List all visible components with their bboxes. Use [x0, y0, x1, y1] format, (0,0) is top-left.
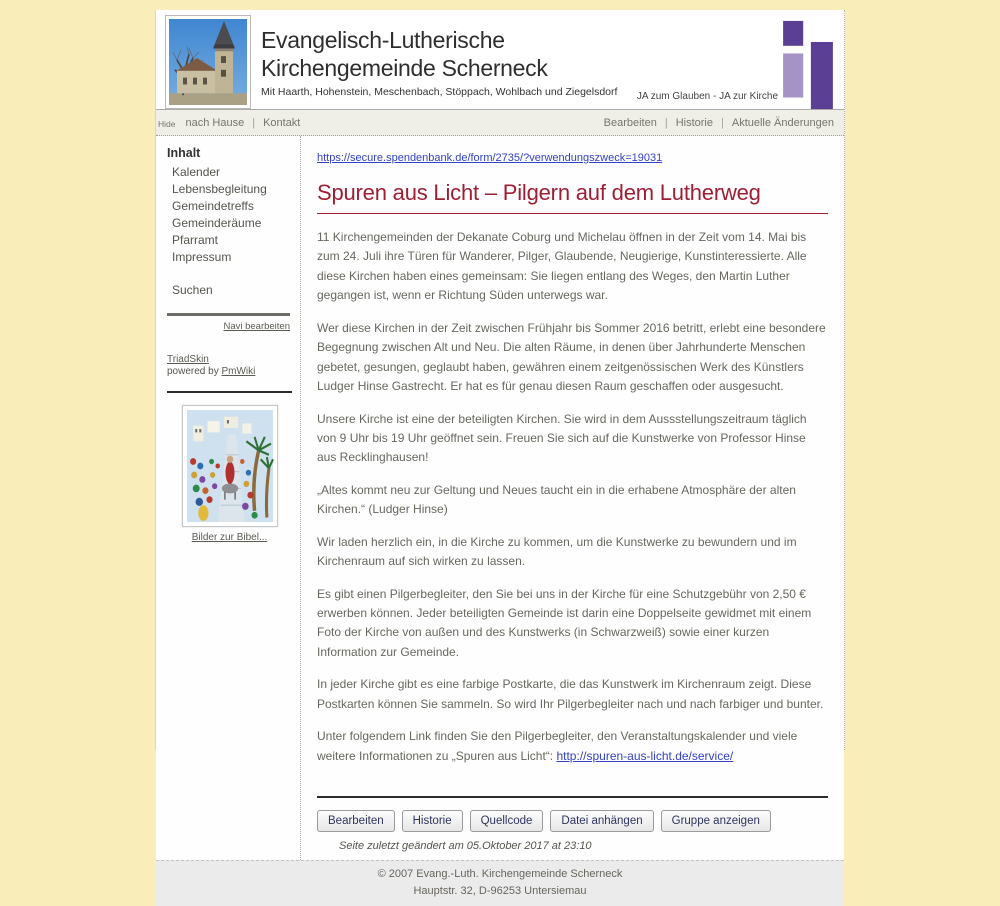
bilder-zur-bibel-link[interactable]: Bilder zur Bibel...	[191, 532, 268, 543]
sidebar-divider-thick	[167, 313, 290, 316]
link-paragraph-text: Unter folgendem Link finden Sie den Pilgerbegleiter, den Veranstaltungskalender und viele weitere Informationen zu „Spuren aus Licht“:	[317, 729, 798, 763]
nav-bearbeiten[interactable]: Bearbeiten |	[604, 117, 676, 129]
sidebar-item-kalender[interactable]: Kalender	[172, 164, 221, 179]
paragraph: Wer diese Kirchen in der Zeit zwischen Frühjahr bis Sommer 2016 betritt, erlebt eine besondere Begegnung zwischen Alt und Neu. Die alten Räume, in denen über Jahrhunderte Menschen gebetet, gesungen, geglaubt haben, gewähren einem zeitgenössischen Werk des Künstlers Ludger Hinse Gastrecht. Er hat es für genau diesen Raum geschaffen oder ausgesucht.	[317, 320, 826, 394]
logo-blocks-icon	[782, 19, 834, 109]
church-photo-image	[169, 19, 247, 105]
body-row	[156, 136, 844, 860]
site-subtitle: Mit Haarth, Hohenstein, Meschenbach, Stöppach, Wohlbach und Ziegelsdorf	[261, 86, 618, 98]
bible-picture	[182, 405, 278, 527]
sidebar-powered	[167, 366, 292, 377]
paragraph: Unsere Kirche ist eine der beteiligten Kirchen. Sie wird in dem Aussstellungszeitraum täglich von 9 Uhr bis 19 Uhr geöffnet sein. Freuen Sie sich auf die Kunstwerke von Professor Hinse aus Recklinghausen!	[317, 411, 807, 465]
sidebar-divider-thin	[167, 391, 292, 393]
sidebar-item-gemeinderaeume[interactable]: Gemeinderäume	[172, 215, 262, 230]
sidebar-item-lebensbegleitung[interactable]: Lebensbegleitung	[172, 181, 267, 196]
footer-address: Hauptstr. 32, D-96253 Untersiemau	[413, 885, 587, 898]
church-photo	[165, 15, 251, 109]
triadskin-link[interactable]: TriadSkin	[167, 354, 209, 365]
paragraph: Es gibt einen Pilgerbegleiter, den Sie bei uns in der Kirche für eine Schutzgebühr von 2,50 € erwerben können. Jeder beteiligten Gemeinde ist darin eine Doppelseite gewidmet mit einem Foto der Kirche von außen und des Kunstwerks (in Schwarzweiß) sowie einer kurzen Information zur Gemeinde.	[317, 586, 812, 659]
quellcode-button[interactable]: Quellcode	[470, 810, 544, 832]
top-navbar	[156, 110, 844, 136]
nav-kontakt[interactable]: Kontakt	[263, 116, 301, 129]
historie-button[interactable]: Historie	[402, 810, 463, 832]
nav-nach-hause[interactable]: nach Hause |	[185, 117, 263, 129]
sidebar-skin	[167, 354, 292, 365]
hide-link[interactable]: Hide	[158, 119, 176, 129]
bible-picture-caption	[167, 532, 292, 543]
paragraph: Wir laden herzlich ein, in die Kirche zu kommen, um die Kunstwerke zu bewundern und im Kirchenraum auf sich wirken zu lassen.	[317, 534, 797, 569]
footer-copyright: © 2007 Evang.-Luth. Kirchengemeinde Scherneck	[377, 868, 623, 881]
paragraph: In jeder Kirche gibt es eine farbige Postkarte, die das Kunstwerk im Kirchenraum zeigt. Diese Postkarten können Sie sammeln. So wird Ihr Pilgerbegleiter nach und nach farbiger und bunter.	[317, 677, 824, 711]
powered-by-label: powered by	[167, 366, 219, 377]
gruppe-anzeigen-button[interactable]: Gruppe anzeigen	[661, 810, 771, 832]
page-container	[155, 10, 845, 898]
bearbeiten-button[interactable]: Bearbeiten	[317, 810, 395, 832]
site-motto: JA zum Glauben - JA zur Kirche	[636, 91, 778, 102]
site-title-line1: Evangelisch-Lutherische	[261, 27, 505, 53]
paragraph: „Altes kommt neu zur Geltung und Neues taucht ein in die erhabene Atmosphäre der alten Kirchen.“ (Ludger Hinse)	[317, 482, 796, 517]
paragraph-with-link	[317, 727, 828, 766]
last-modified-text: Seite zuletzt geändert am 05.Oktober 2017 at 23:10	[339, 840, 592, 853]
site-title-block	[261, 10, 844, 98]
page-title: Spuren aus Licht – Pilgern auf dem Lutherweg	[317, 180, 828, 214]
sidebar-navi-edit	[167, 321, 290, 332]
spuren-aus-licht-link[interactable]: http://spuren-aus-licht.de/service/	[556, 748, 734, 763]
site-title-line2: Kirchengemeinde Scherneck	[261, 55, 548, 81]
content-bottom-rule	[317, 796, 828, 798]
sidebar-item-gemeindetreffs[interactable]: Gemeindetreffs	[172, 198, 254, 213]
top-navbar-left	[158, 116, 300, 129]
sidebar-item-impressum[interactable]: Impressum	[172, 249, 232, 264]
paragraph: 11 Kirchengemeinden der Dekanate Coburg und Michelau öffnen in der Zeit vom 14. Mai bis zum 24. Juli ihre Türen für Wanderer, Pilger, Glaubende, Neugierige, Kunstinteressierte. Alle diese Kirchen haben eines gemeinsam: Sie liegen entlang des Weges, den Martin Luther gegangen ist, wenn er Richtung Süden unterwegs war.	[317, 230, 807, 303]
nav-aktuelle-aenderungen[interactable]: Aktuelle Änderungen	[731, 116, 834, 129]
spendenbank-link[interactable]: https://secure.spendenbank.de/form/2735/?verwendungszweck=19031	[317, 152, 663, 164]
bible-picture-image	[187, 410, 273, 522]
navi-bearbeiten-link[interactable]: Navi bearbeiten	[223, 321, 290, 332]
sidebar-item-pfarramt[interactable]: Pfarramt	[172, 232, 219, 247]
nav-historie[interactable]: Historie |	[676, 117, 732, 129]
sidebar	[156, 136, 301, 860]
sidebar-heading: Inhalt	[167, 146, 201, 160]
site-footer	[156, 860, 844, 906]
main-content	[301, 136, 844, 860]
site-header	[156, 10, 844, 110]
top-navbar-right	[604, 117, 834, 129]
sidebar-item-suchen[interactable]: Suchen	[172, 282, 213, 297]
pmwiki-link[interactable]: PmWiki	[221, 366, 256, 377]
page-action-buttons	[317, 810, 828, 832]
datei-anhaengen-button[interactable]: Datei anhängen	[550, 810, 653, 832]
